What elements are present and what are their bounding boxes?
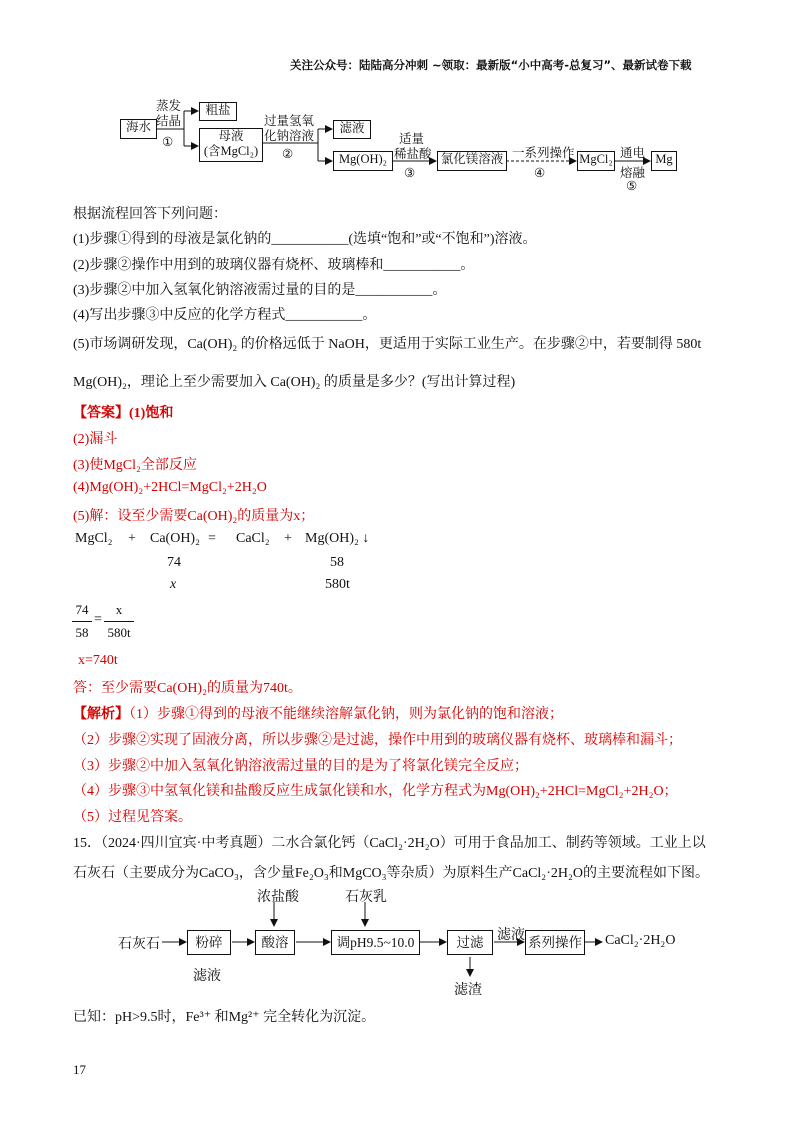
question-intro: 根据流程回答下列问题： (73, 207, 227, 222)
analysis-p1: （1）步骤①得到的母液不能继续溶解氯化钠，则为氯化钠的饱和溶液； (129, 707, 563, 722)
mother-liquor-label: 母液 (218, 129, 244, 143)
fraction-right-numerator: x (115, 602, 123, 617)
eq-cacl2: CaCl₂ (236, 531, 270, 546)
fraction-right-denominator: 580t (107, 625, 131, 640)
unknown-x: x (170, 577, 177, 592)
fraction-left-denominator: 58 (75, 625, 89, 640)
question-2: (2)步骤②操作中用到的玻璃仪器有烧杯、玻璃棒和___________。 (73, 258, 475, 273)
fraction-right (104, 602, 134, 641)
question-5-line2: Mg(OH)₂，理论上至少需要加入 Ca(OH)₂ 的质量是多少？(写出计算过程) (73, 375, 516, 390)
answer-label: 【答案】 (73, 406, 129, 421)
question-5-line1: (5)市场调研发现，Ca(OH)₂ 的价格远低于 NaOH，更适用于实际工业生产。在步骤②中，若要制得 580t (73, 337, 702, 352)
mother-liquor-sub: (含MgCl₂) (203, 144, 259, 158)
limestone-label: 石灰石 (118, 937, 160, 952)
series-operation-label: 一系列操作 (512, 146, 575, 160)
residue-label: 滤渣 (454, 983, 482, 998)
hcl-label-top: 适量 (399, 132, 425, 146)
crude-salt-box: 粗盐 (199, 102, 237, 121)
page-number: 17 (73, 1062, 86, 1077)
acid-dissolve-box: 酸溶 (255, 930, 295, 955)
eq-caoh2: Ca(OH)₂ (150, 531, 200, 546)
step3-label: ③ (404, 166, 416, 180)
answer-4: (4)Mg(OH)₂+2HCl=MgCl₂+2H₂O (73, 480, 267, 495)
lime-milk-label: 石灰乳 (345, 890, 387, 905)
answer-2: (2)漏斗 (73, 432, 118, 447)
adjust-ph-box: 调pH9.5~10.0 (331, 930, 420, 955)
known-condition: 已知：pH>9.5时，Fe³⁺ 和Mg²⁺ 完全转化为沉淀。 (73, 1010, 376, 1025)
analysis-label: 【解析】 (73, 707, 129, 722)
mg-box: Mg (651, 151, 677, 171)
step1-label: ① (162, 135, 174, 149)
answer-block (73, 402, 173, 422)
step4-label: ④ (534, 166, 546, 180)
question-1: (1)步骤①得到的母液是氯化钠的___________(选填“饱和”或“不饱和”)溶液。 (73, 232, 537, 247)
eq-mgcl2: MgCl₂ (75, 531, 113, 546)
answer-conclusion: 答：至少需要Ca(OH)₂的质量为740t。 (73, 681, 302, 696)
evaporate-label-bottom: 结晶 (156, 114, 182, 128)
mgoh2-box: Mg(OH)₂ (333, 151, 393, 171)
fraction-equals: = (94, 612, 102, 627)
conc-hcl-label: 浓盐酸 (257, 890, 299, 905)
electrolysis-label-bottom: 熔融 (620, 166, 646, 180)
evaporate-label-top: 蒸发 (156, 99, 182, 113)
series-operation-box: 系列操作 (525, 930, 585, 955)
answer-result: x=740t (78, 653, 118, 668)
mother-liquor-box (199, 128, 263, 162)
naoh-label-bottom: 化钠溶液 (264, 129, 315, 143)
filtrate-bottom-label: 滤液 (193, 969, 221, 984)
filtrate-box: 滤液 (333, 120, 371, 139)
product-label: CaCl₂·2H₂O (605, 933, 676, 948)
mgcl-solution-box: 氯化镁溶液 (437, 151, 507, 171)
eq-plus-2: + (284, 531, 292, 546)
eq-plus-1: + (128, 531, 136, 546)
crush-box: 粉碎 (187, 930, 231, 955)
filtrate-label: 滤液 (497, 928, 525, 943)
answer-1: (1)饱和 (129, 406, 174, 421)
molar-mass-74: 74 (167, 555, 181, 570)
analysis-line-1 (73, 703, 563, 723)
analysis-p2: （2）步骤②实现了固液分离，所以步骤②是过滤，操作中用到的玻璃仪器有烧杯、玻璃棒和漏斗； (73, 733, 682, 748)
electrolysis-label-top: 通电 (620, 146, 646, 160)
hcl-label-bottom: 稀盐酸 (394, 147, 432, 161)
molar-mass-58: 58 (330, 555, 344, 570)
analysis-p3: （3）步骤②中加入氢氧化钠溶液需过量的目的是为了将氯化镁完全反应； (73, 759, 528, 774)
naoh-label-top: 过量氢氧 (264, 114, 315, 128)
fraction-left-numerator: 74 (75, 602, 89, 617)
q15-line2: 石灰石（主要成分为CaCO₃，含少量Fe₂O₃和MgCO₃等杂质）为原料生产CaCl₂·2H₂O的主要流程如下图。 (73, 866, 709, 881)
filter-box: 过滤 (447, 930, 493, 955)
analysis-p4: （4）步骤③中氢氧化镁和盐酸反应生成氯化镁和水，化学方程式为Mg(OH)₂+2HCl=MgCl₂+2H₂O； (73, 784, 678, 799)
q15-line1: 15．（2024·四川宜宾·中考真题）二水合氯化钙（CaCl₂·2H₂O）可用于食品加工、制药等领域。工业上以 (73, 836, 706, 851)
question-4: (4)写出步骤③中反应的化学方程式___________。 (73, 308, 377, 323)
flow1-arrows (0, 0, 800, 200)
question-3: (3)步骤②中加入氢氧化钠溶液需过量的目的是___________。 (73, 283, 447, 298)
analysis-p5: （5）过程见答案。 (73, 810, 192, 825)
step2-label: ② (282, 147, 294, 161)
answer-5: (5)解：设至少需要Ca(OH)₂的质量为x； (73, 509, 315, 524)
fraction-left (72, 602, 92, 641)
eq-equals: = (208, 531, 216, 546)
eq-mgoh2: Mg(OH)₂ ↓ (305, 531, 370, 546)
step5-label: ⑤ (626, 179, 638, 193)
mass-580t: 580t (325, 577, 350, 592)
answer-3: (3)使MgCl₂全部反应 (73, 458, 197, 473)
page-header: 关注公众号：陆陆高分冲刺 ~领取：最新版“小中高考-总复习”、最新试卷下载 (290, 58, 692, 72)
mgcl2-box: MgCl₂ (577, 151, 615, 171)
seawater-box: 海水 (120, 119, 157, 139)
